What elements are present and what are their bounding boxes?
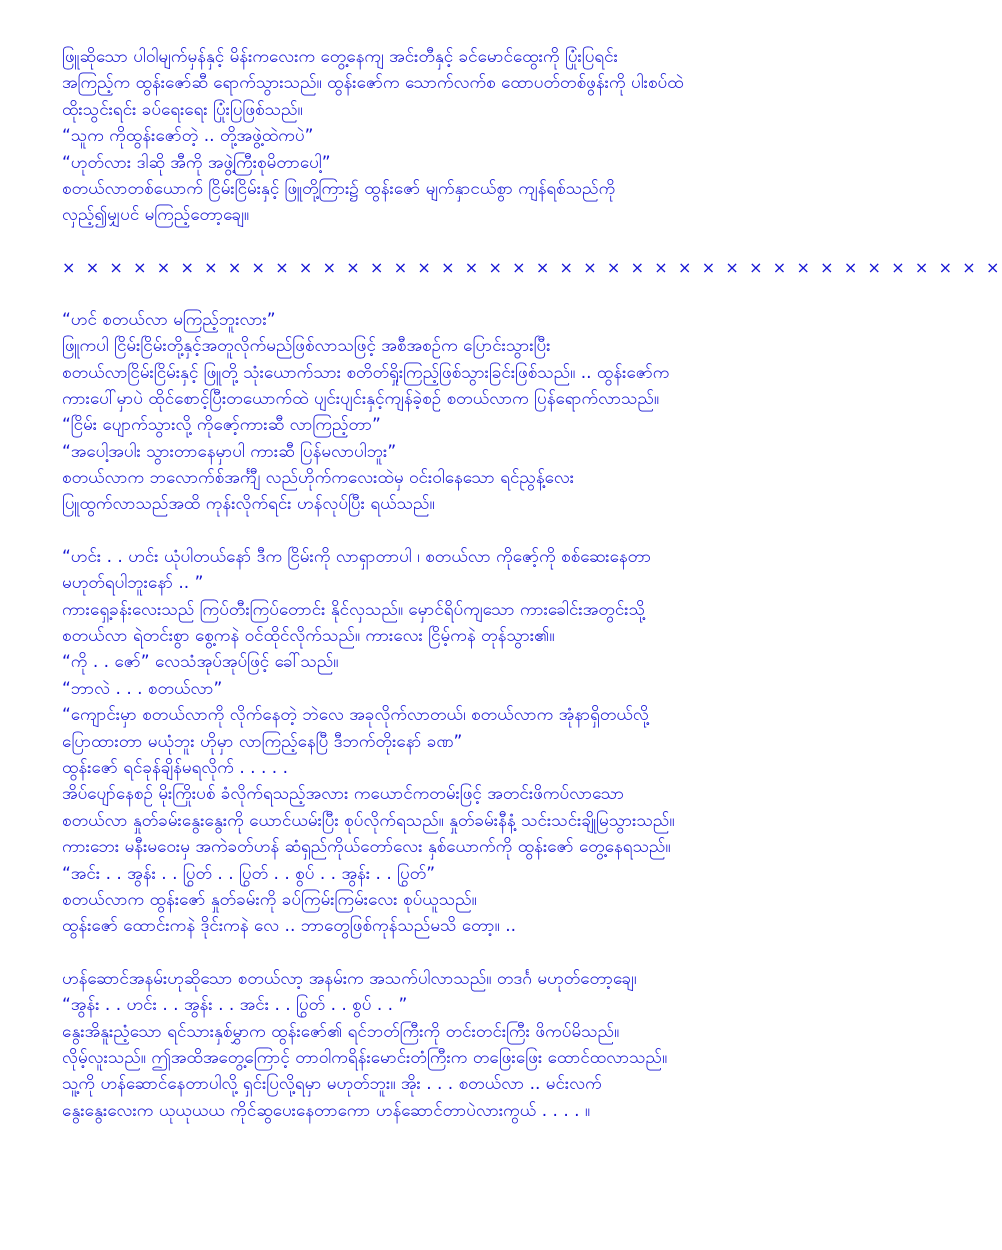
text-line: လိုမ့်လူးသည်။ ဤအထိအတွေ့ကြောင့် တာဝါကရိန်းမောင်းတံကြီးက တဖြေးဖြေး ထောင်ထလာသည်။	[62, 1047, 668, 1068]
blank-gap	[62, 281, 862, 307]
text-line: ကားဘေး မနီးမဝေးမှ အကဲခတ်ဟန် ဆံရှည်ကိုယ်တော်လေး နှစ်ယောက်ကို ထွန်းဇော် တွေ့နေရသည်။	[62, 837, 671, 858]
dialogue-line: “ဟင်း . . ဟင်း ယုံပါတယ်နော် ဒီက ငြိမ်းကို လာရှာတာပါ ၊ စတယ်လာ ကိုဇော့်ကို စစ်ဆေးနေတာ	[62, 546, 652, 567]
dialogue-line: “သူက ကိုထွန်းဇော်တဲ့ .. တို့အဖွဲ့ထဲကပဲ”	[62, 126, 314, 147]
dialogue-line: မဟုတ်ရပါဘူးနော် .. ”	[62, 573, 204, 594]
text-line: ကားပေါ်မှာပဲ ထိုင်စောင့်ပြီးတယောက်ထဲ ပျင်းပျင်းနှင့်ကျန်ခဲ့စဉ် စတယ်လာက ပြန်ရောက်လာသည်။	[62, 388, 660, 409]
text-line: စတယ်လာ ရဲတင်းစွာ စွေ့ကနဲ ဝင်ထိုင်လိုက်သည်။ ကားလေး ငြိမ့်ကနဲ တုန်သွား၏။	[62, 626, 555, 647]
text-line: စတယ်လာ နှုတ်ခမ်းနွေးနွေးကို ယောင်ယမ်းပြီး စုပ်လိုက်ရသည်။ နှုတ်ခမ်းနီနံ့ သင်းသင်းချိုမြသွားသည်။	[62, 810, 675, 831]
dialogue-line: “အပေါ့အပါး သွားတာနေမှာပါ ကားဆီ ပြန်မလာပါဘူး”	[62, 441, 397, 462]
blank-gap	[62, 229, 862, 255]
section-separator: × × × × × × × × × × × × × × × × × × × × × × × × × × × × × × × × × × × × × × × ×	[62, 257, 1002, 277]
dialogue-line: “ဟင် စတယ်လာ မကြည့်ဘူးလား”	[62, 309, 276, 330]
text-line: နွေးနွေးလေးက ယုယုယယ ကိုင်ဆွပေးနေတာကော ဟန်ဆောင်တာပဲလားကွယ် . . . . ။	[62, 1100, 591, 1121]
paragraph-block-4	[62, 966, 862, 1124]
dialogue-line: “ငြိမ်း ပျောက်သွားလို့ ကိုဇော့်ကားဆီ လာကြည့်တာ”	[62, 415, 381, 436]
text-line: ဖြူကပါ ငြိမ်းငြိမ်းတို့နှင့်အတူလိုက်မည်ဖြစ်လာသဖြင့် အစီအစဉ်က ပြောင်းသွားပြီး	[62, 336, 551, 357]
text-line: စတယ်လာက ထွန်းဇော် နှုတ်ခမ်းကို ခပ်ကြမ်းကြမ်းလေး စုပ်ယူသည်။	[62, 889, 477, 910]
dialogue-line: “ဘာလဲ . . . စတယ်လာ”	[62, 678, 223, 699]
text-line: စတယ်လာက ဘလောက်စ်အင်္ကျီ လည်ဟိုက်ကလေးထဲမှ ဝင်းဝါနေသော ရင်ညွန့်လေး	[62, 468, 575, 489]
text-line: စတယ်လာတစ်ယောက် ငြိမ်းငြိမ်းနှင့် ဖြူတို့ကြား၌ ထွန်းဇော် မျက်နှာငယ်စွာ ကျန်ရစ်သည်ကို	[62, 178, 616, 199]
text-line: စတယ်လာငြိမ်းငြိမ်းနှင့် ဖြူတို့ သုံးယောက်သား စတိတ်ရှိုးကြည့်ဖြစ်သွားခြင်းဖြစ်သည်။ .. ထွန်းဇော်က	[62, 362, 670, 383]
text-line: ထိုးသွင်းရင်း ခပ်ရေးရေး ပြုံးပြဖြစ်သည်။	[62, 99, 303, 120]
text-line: အိပ်ပျော်နေစဉ် မိုးကြိုးပစ် ခံလိုက်ရသည့်အလား ကယောင်ကတမ်းဖြင့် အတင်းဖိကပ်လာသော	[62, 784, 625, 805]
text-line: ဖြူဆိုသော ပါဝါမျက်မှန်နှင့် မိန်းကလေးက တွေ့နေကျ အင်းတီနှင့် ခင်မောင်ထွေးကို ပြုံးပြရင်း	[62, 47, 618, 67]
text-line: ကားရှေ့ခန်းလေးသည် ကြပ်တီးကြပ်တောင်း နိုင်လှသည်။ မှောင်ရိပ်ကျသော ကားခေါင်းအတွင်းသို့	[62, 599, 646, 620]
blank-gap	[62, 518, 862, 544]
text-line: ဟန်ဆောင်အနမ်းဟုဆိုသော စတယ်လာ့ အနမ်းက အသက်ပါလာသည်။ တဒင်္ဂ မဟုတ်တော့ချေ၊	[62, 968, 637, 989]
text-line: ထွန်းဇော် ရင်ခုန်ချိန်မရလိုက် . . . . .	[62, 757, 288, 778]
paragraph-block-2	[62, 307, 862, 518]
text-line: ပြူထွက်လာသည်အထိ ကုန်းလိုက်ရင်း ဟန်လုပ်ပြီး ရယ်သည်။	[62, 494, 435, 515]
document-page	[62, 44, 1002, 1124]
paragraph-block-3	[62, 544, 862, 940]
paragraph-block-1	[62, 44, 862, 229]
text-line: နွေးအိနူးညံ့သော ရင်သားနှစ်မွှာက ထွန်းဇော်၏ ရင်ဘတ်ကြီးကို တင်းတင်းကြီး ဖိကပ်မိသည်။	[62, 1021, 620, 1042]
text-line: လှည့်၍မျှပင် မကြည့်တော့ချေ။	[62, 205, 250, 226]
dialogue-line: “အွန်း . . ဟင်း . . အွန်း . . အင်း . . ပြွတ် . . စွပ် . . ”	[62, 995, 408, 1016]
dialogue-line: “ဟုတ်လား ဒါဆို အီကို အဖွဲ့ကြီးစုမိတာပေါ့”	[62, 152, 331, 173]
blank-gap	[62, 940, 862, 966]
text-line: သူ့ကို ဟန်ဆောင်နေတာပါလို့ ရှင်းပြလို့ရမှာ မဟုတ်ဘူး။ အိုး . . . စတယ်လာ .. မင်းလက်	[62, 1074, 602, 1095]
text-line: အကြည့်က ထွန်းဇော်ဆီ ရောက်သွားသည်။ ထွန်းဇော်က သောက်လက်စ ထောပတ်တစ်ဖွန်းကို ပါးစပ်ထဲ	[62, 73, 684, 94]
dialogue-line: “ကျောင်းမှာ စတယ်လာကို လိုက်နေတဲ့ ဘဲလေ အခုလိုက်လာတယ်၊ စတယ်လာက အုံနာရှိတယ်လို့	[62, 705, 649, 726]
dialogue-line: “အင်း . . အွန်း . . ပြွတ် . . ပြွတ် . . စွပ် . . အွန်း . . ပြွတ်”	[62, 863, 436, 884]
text-line: ထွန်းဇော် ထောင်းကနဲ ဒိုင်းကနဲ လေ .. ဘာတွေဖြစ်ကုန်သည်မသိ တော့။ ..	[62, 916, 517, 937]
dialogue-line: ပြောထားတာ မယုံဘူး ဟိုမှာ လာကြည့်နေပြီ ဒီဘက်တိုးနော် ခဏ”	[62, 731, 463, 752]
dialogue-line: “ကို . . ဇော်” လေသံအုပ်အုပ်ဖြင့် ခေါ်သည်။	[62, 652, 339, 673]
